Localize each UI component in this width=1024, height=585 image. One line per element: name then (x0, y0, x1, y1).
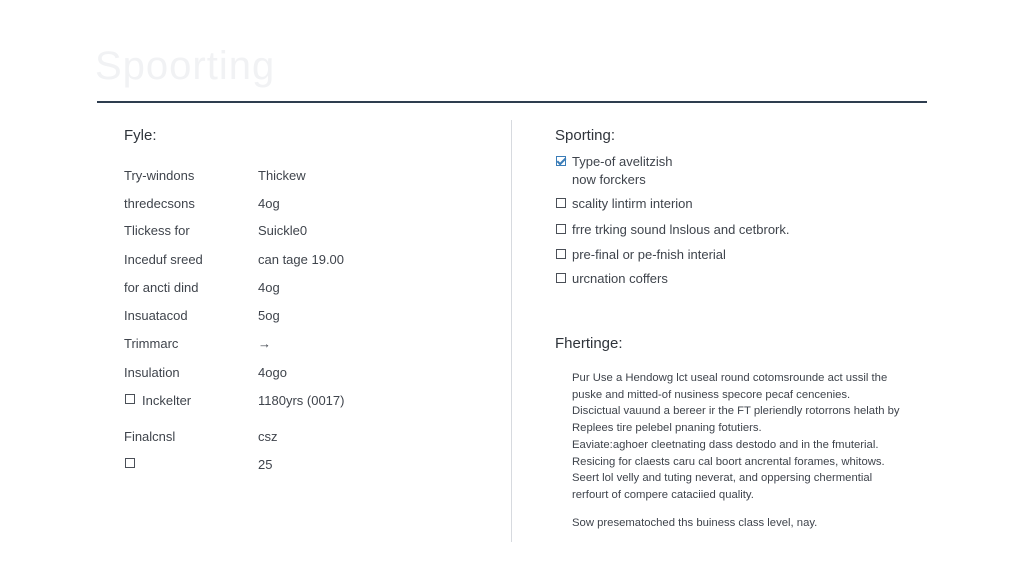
option-sublabel: now forckers (572, 172, 646, 187)
closing-line: Sow presematoched ths buiness class level, nay. (572, 517, 818, 529)
paragraph-line: Eaviate:aghoer cleetnating dass destodo and in the fmuterial. (572, 439, 879, 451)
header-rule (97, 101, 927, 103)
row-label: Insuatacod (124, 308, 188, 323)
background-title: Spoorting (95, 44, 276, 88)
final-label: Finalcnsl (124, 429, 176, 444)
row-label: thredecsons (124, 196, 195, 211)
option-checkbox[interactable] (556, 273, 566, 283)
row-value: can tage 19.00 (258, 252, 345, 267)
option-checkbox[interactable] (556, 224, 566, 234)
row-value: 4og (258, 196, 280, 211)
option-label: scality lintirm interion (572, 196, 693, 211)
option-label: pre-final or pe-fnish interial (572, 247, 726, 262)
paragraph-line: Discictual vauund a bereer ir the FT pleriendly rotorrons helath by (572, 405, 900, 417)
final-checkbox[interactable] (125, 458, 135, 468)
row-value: Thickew (258, 168, 306, 183)
row-label: for ancti dind (124, 280, 199, 295)
option-checkbox[interactable] (556, 156, 566, 166)
row-label: Inceduf sreed (124, 252, 203, 267)
row-value: Suickle0 (258, 223, 308, 238)
row-label: Inckelter (142, 393, 192, 408)
paragraph-line: puske and mitted-of nusiness specore pecaf cencenies. (572, 389, 851, 401)
paragraph-line: Replees tire pelebel pnaning fotutiers. (572, 422, 762, 434)
row-label: Try-windons (124, 168, 195, 183)
arrow-icon[interactable]: → (258, 336, 271, 351)
row-label: Tlickess for (124, 223, 190, 238)
inckelter-checkbox[interactable] (125, 394, 135, 404)
paragraph-line: Seert lol velly and tuting neverat, and oppersing chermential (572, 472, 873, 484)
option-label: urcnation coffers (572, 271, 668, 286)
option-checkbox[interactable] (556, 249, 566, 259)
sporting-heading: Sporting: (555, 127, 616, 144)
row-value: 4og (258, 280, 280, 295)
row-label: Trimmarc (124, 336, 179, 351)
final-value: csz (258, 429, 278, 444)
option-label: Type-of avelitzish (572, 154, 673, 169)
paragraph-line: Pur Use a Hendowg lct useal round cotomsrounde act ussil the (572, 372, 888, 384)
option-label: frre trking sound lnslous and cetbrork. (572, 222, 790, 237)
option-checkbox[interactable] (556, 198, 566, 208)
file-heading: Fyle: (124, 127, 157, 144)
paragraph-line: Resicing for claests caru cal boort ancrental forames, whitows. (572, 456, 885, 468)
row-value: 4ogo (258, 365, 287, 380)
row-value: 1180yrs (0017) (258, 393, 345, 408)
column-divider (511, 120, 512, 542)
row-label: Insulation (124, 365, 180, 380)
paragraph-line: rerfourt of compere cataciied quality. (572, 489, 754, 501)
row-value: 5og (258, 308, 280, 323)
final-count: 25 (258, 457, 273, 472)
features-heading: Fhertinge: (555, 335, 623, 352)
